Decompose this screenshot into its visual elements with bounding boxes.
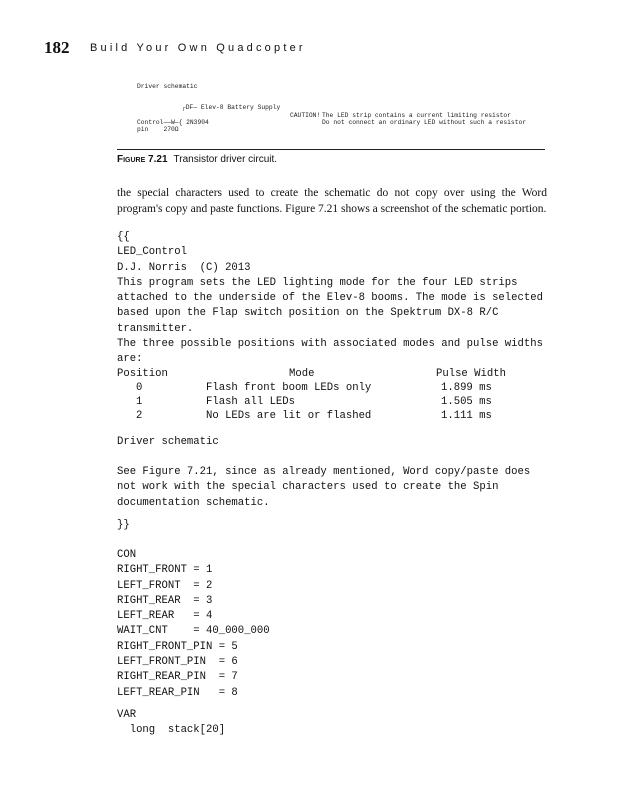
code-intro-block: {{ LED_Control D.J. Norris (C) 2013 This program sets the LED lighting mode for the four LED strips attached to the underside of the Elev-8 booms. The mode is selected based upon the Flap switch position on the Spektrum DX-8 R/C transmitter. The three possible positions with associated modes and pulse widths are: bbox=[117, 231, 543, 366]
table-cell-pulse: 1.899 ms bbox=[441, 382, 492, 394]
figure-rule bbox=[117, 149, 545, 150]
schematic-caution-label: CAUTION! bbox=[290, 112, 321, 119]
code-con-block: CON RIGHT_FRONT = 1 LEFT_FRONT = 2 RIGHT_REAR = 3 LEFT_REAR = 4 WAIT_CNT = 40_000_000 RIGHT_FRONT_PIN = 5 LEFT_FRONT_PIN = 6 RIGHT_REAR_PIN = 7 LEFT_REAR_PIN = 8 bbox=[117, 549, 270, 699]
table-cell-mode: Flash all LEDs bbox=[206, 396, 296, 408]
table-header-position: Position bbox=[117, 368, 168, 380]
figure-caption-text: Transistor driver circuit. bbox=[173, 154, 278, 165]
code-see-block: See Figure 7.21, since as already mentioned, Word copy/paste does not work with the special characters used to create the Spin documentation schematic. bbox=[117, 466, 531, 509]
table-header-pulse-width: Pulse Width bbox=[436, 368, 506, 380]
page-number: 182 bbox=[44, 38, 70, 57]
figure-caption bbox=[117, 154, 277, 165]
table-cell-position: 0 bbox=[136, 382, 143, 394]
code-driver-line: Driver schematic bbox=[117, 436, 219, 448]
figure-label: Figure 7.21 bbox=[117, 154, 168, 165]
schematic-pin-line: pin 270Ω bbox=[137, 126, 179, 133]
schematic-caution-line1: The LED strip contains a current limiting resistor bbox=[322, 112, 511, 119]
table-cell-pulse: 1.505 ms bbox=[441, 396, 492, 408]
schematic-title: Driver schematic bbox=[137, 83, 198, 90]
running-head: Build Your Own Quadcopter bbox=[90, 42, 306, 54]
table-cell-pulse: 1.111 ms bbox=[441, 410, 492, 422]
table-header-mode: Mode bbox=[289, 368, 315, 380]
schematic-supply-line: ┌DF— Elev-8 Battery Supply bbox=[182, 104, 281, 111]
schematic-control-line: Control——W—{ 2N3904 bbox=[137, 119, 209, 126]
code-var-block: VAR long stack[20] bbox=[117, 709, 226, 737]
mode-table bbox=[117, 368, 547, 428]
table-cell-mode: Flash front boom LEDs only bbox=[206, 382, 372, 394]
body-paragraph: the special characters used to create the schematic do not copy over using the Word program's copy and paste functions. Figure 7.21 shows a screenshot of the schematic portion. bbox=[117, 187, 547, 215]
table-cell-mode: No LEDs are lit or flashed bbox=[206, 410, 372, 422]
table-cell-position: 2 bbox=[136, 410, 143, 422]
code-close-braces: }} bbox=[117, 519, 130, 531]
schematic-caution-line2: Do not connect an ordinary LED without such a resistor bbox=[322, 119, 527, 126]
table-cell-position: 1 bbox=[136, 396, 143, 408]
